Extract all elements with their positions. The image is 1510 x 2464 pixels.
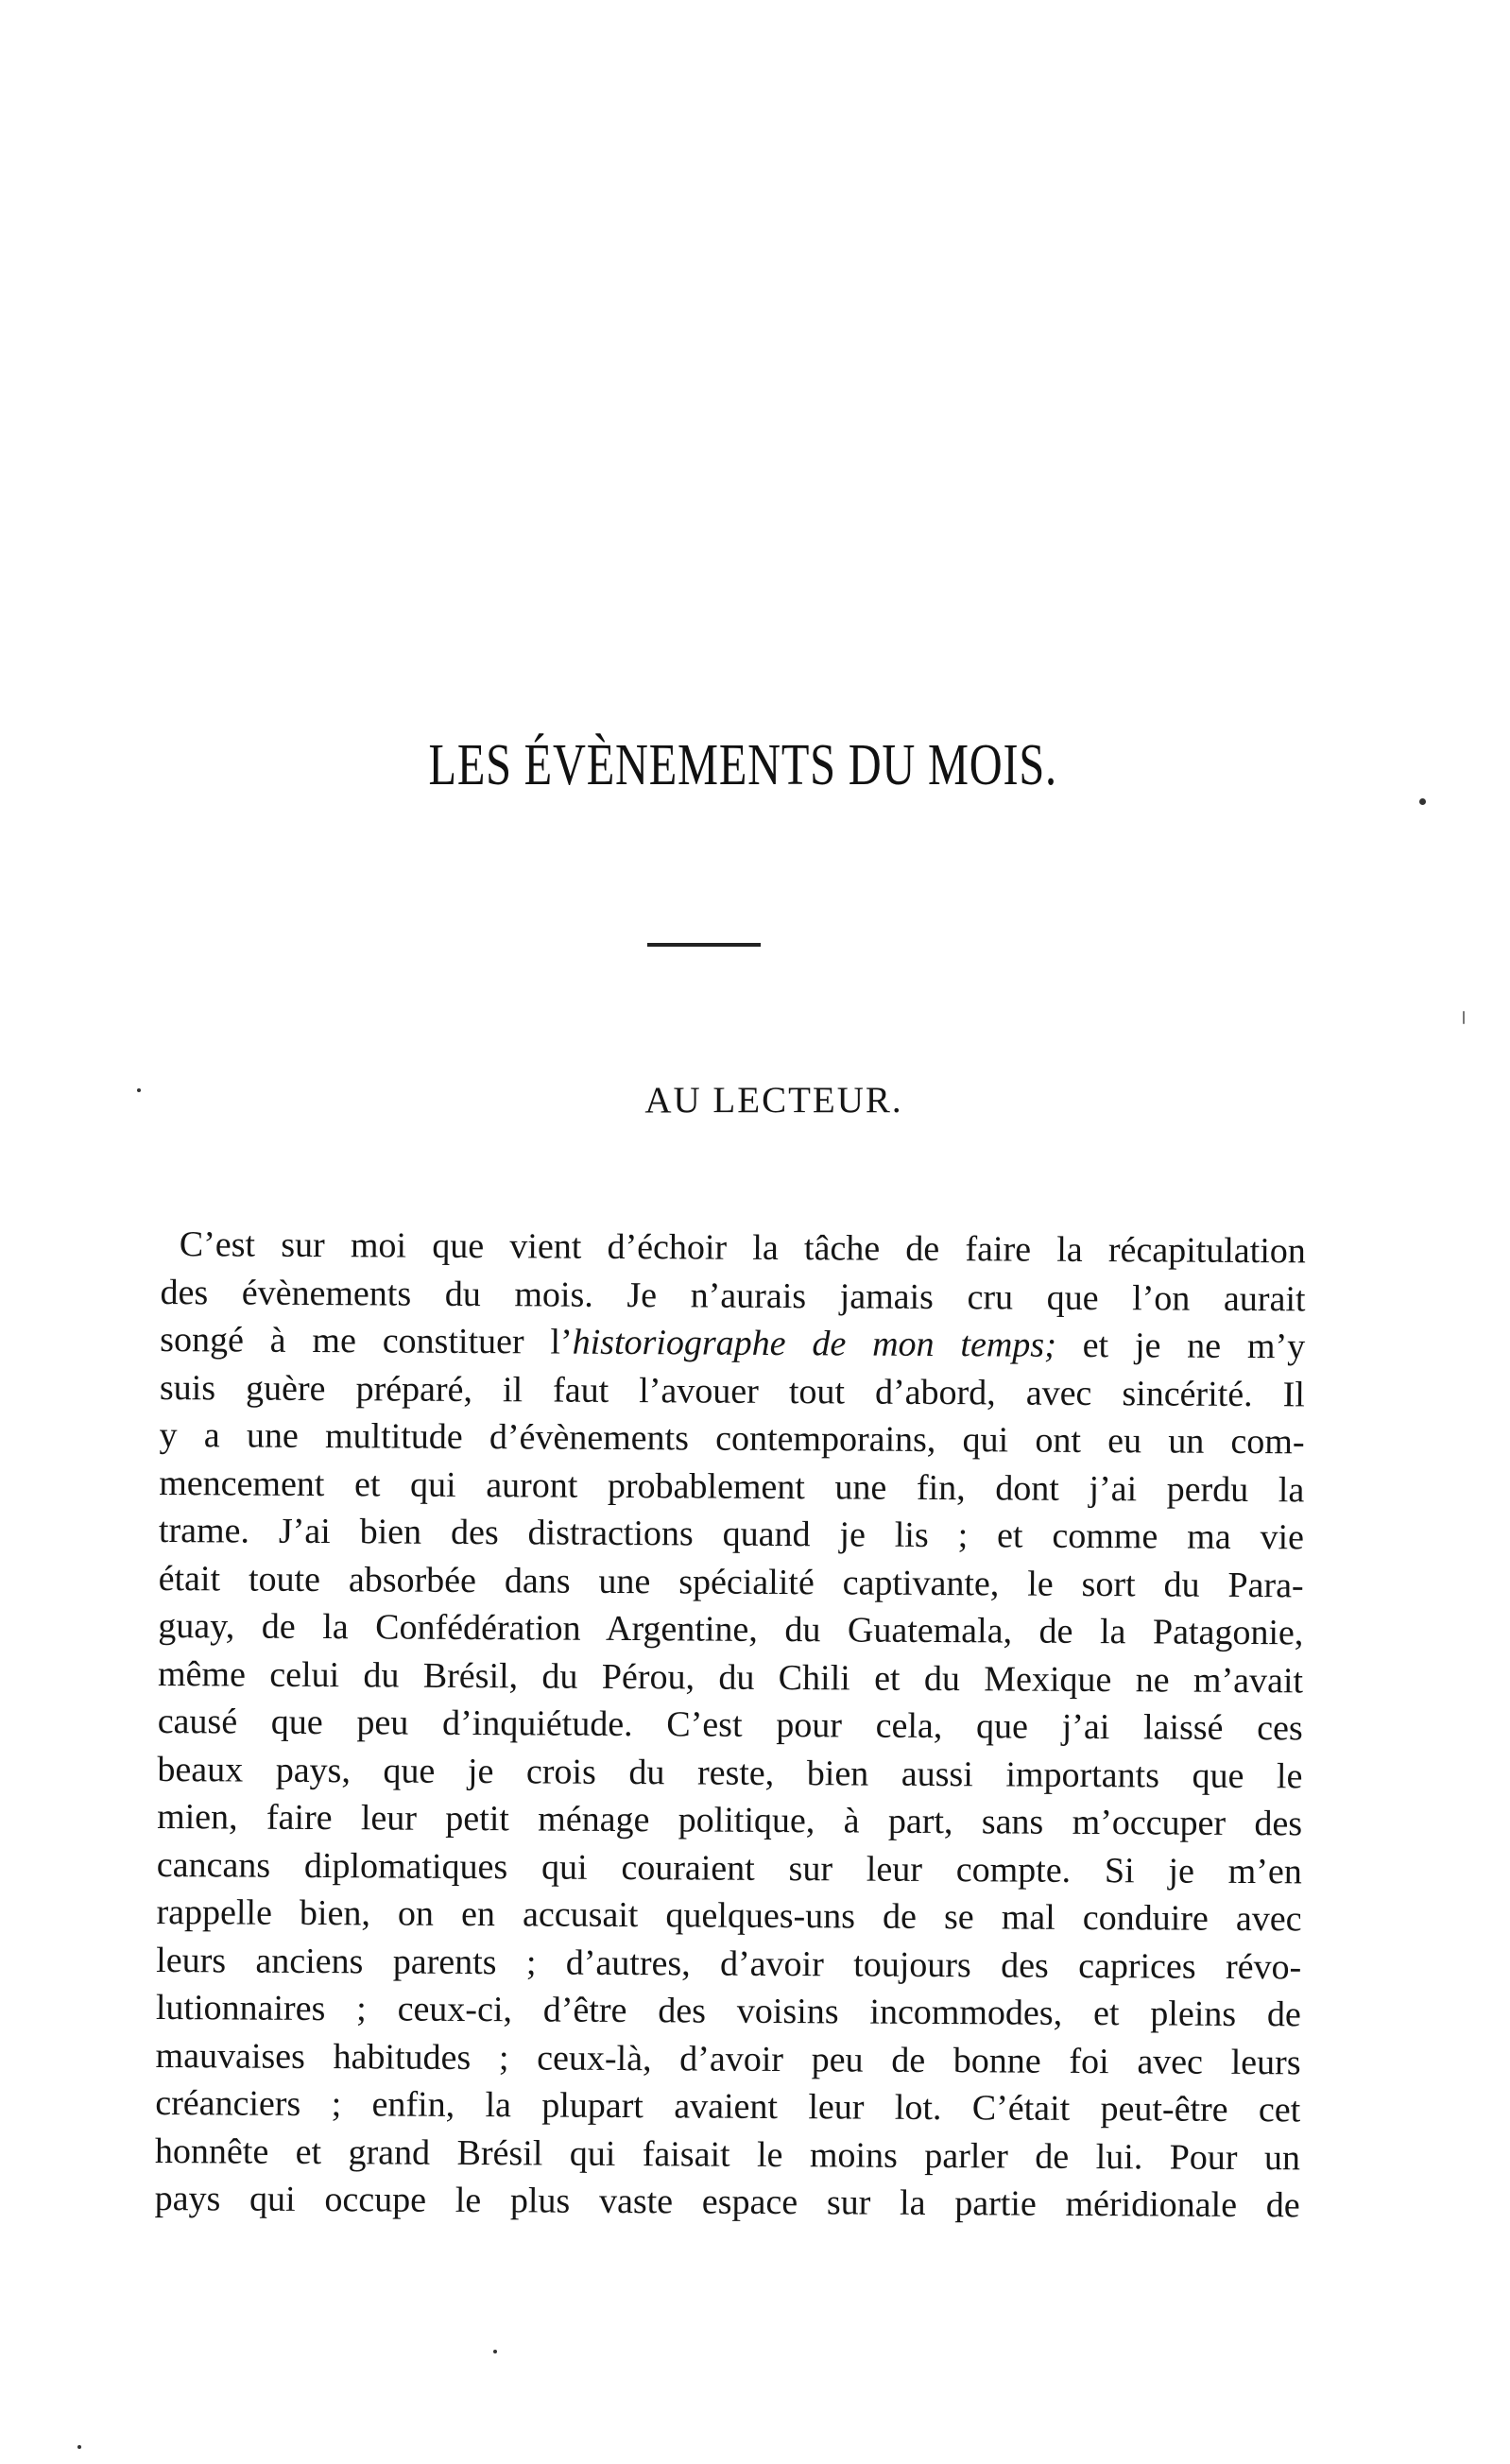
italic-phrase: historiographe de mon temps;	[572, 1322, 1056, 1365]
text-line: mencement et qui auront probablement une fin, dont j’ai perdu la	[159, 1463, 1305, 1510]
text-line: guay, de la Confédération Argentine, du Guatemala, de la Patagonie,	[158, 1605, 1304, 1653]
text-line: créanciers ; enfin, la plupart avaient leur lot. C’était peut-être cet	[155, 2082, 1301, 2130]
scan-speck	[1463, 1011, 1465, 1024]
page-title: LES ÉVÈNEMENTS DU MOIS.	[428, 733, 1057, 797]
text-line: mien, faire leur petit ménage politique, à part, sans m’occuper des	[157, 1796, 1303, 1844]
text-line: honnête et grand Brésil qui faisait le moins parler de lui. Pour un	[154, 2130, 1301, 2178]
text-line: leurs anciens parents ; d’autres, d’avoir toujours des caprices révo-	[156, 1940, 1302, 1987]
text-line: beaux pays, que je crois du reste, bien aussi importants que le	[157, 1749, 1303, 1796]
text-line: rappelle bien, on en accusait quelques-uns de se mal conduire avec	[156, 1891, 1302, 1940]
text-line: songé à me constituer l’historiographe de mon temps; et je ne m’y	[160, 1319, 1306, 1367]
text-line: suis guère préparé, il faut l’avouer tout d’abord, avec sincérité. Il	[159, 1367, 1306, 1414]
text-line: causé que peu d’inquiétude. C’est pour cela, que j’ai laissé ces	[157, 1701, 1303, 1749]
scan-speck	[1419, 798, 1426, 805]
text-line: pays qui occupe le plus vaste espace sur la partie méridionale de	[154, 2178, 1300, 2226]
text-line: mauvaises habitudes ; ceux-là, d’avoir peu de bonne foi avec leurs	[155, 2035, 1301, 2082]
scan-speck	[493, 2350, 497, 2353]
text-line: des évènements du mois. Je n’aurais jamais cru que l’on aurait	[160, 1272, 1306, 1319]
text-line: cancans diplomatiques qui couraient sur leur compte. Si je m’en	[156, 1844, 1302, 1891]
text-line: trame. J’ai bien des distractions quand je lis ; et comme ma vie	[158, 1510, 1305, 1558]
text-line: y a une multitude d’évènements contemporains, qui ont eu un com-	[159, 1414, 1305, 1463]
text-line: était toute absorbée dans une spécialité captivante, le sort du Para-	[158, 1558, 1304, 1605]
scan-speck	[77, 2445, 81, 2449]
section-heading: AU LECTEUR.	[644, 1080, 903, 1121]
text-line: lutionnaires ; ceux-ci, d’être des voisins incommodes, et pleins de	[155, 1987, 1302, 2035]
text-line: même celui du Brésil, du Pérou, du Chili et du Mexique ne m’avait	[157, 1653, 1304, 1701]
body-paragraph	[155, 1221, 1306, 2230]
title-divider-rule	[647, 943, 761, 947]
scan-speck	[137, 1088, 141, 1092]
text-line: C’est sur moi que vient d’échoir la tâche de faire la récapitulation	[179, 1224, 1306, 1272]
